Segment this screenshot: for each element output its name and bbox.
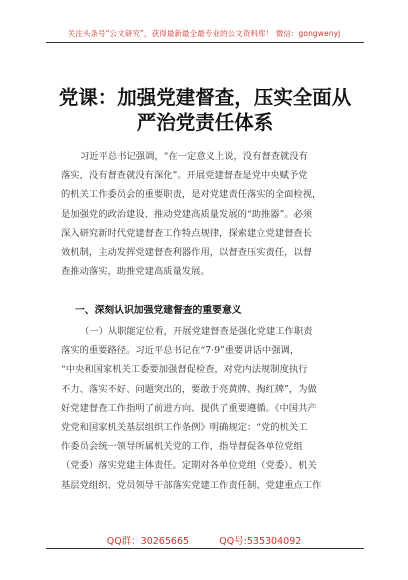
paragraph-line: 的机关工作委员会的重要职责，是对党建责任落实的全面检视， <box>61 189 322 201</box>
footer-divider <box>46 548 364 549</box>
paragraph-line: （党委）落实党建主体责任。定期对各单位党组（党委）、机关 <box>61 460 317 472</box>
paragraph-line: 查推动落实，助推党建高质量发展。 <box>61 266 210 278</box>
paragraph-line: 基层党组织、党员领导干部落实党建工作责任制、党建重点工作 <box>61 479 322 491</box>
title-line-1: 党课：加强党建督查，压实全面从 <box>58 86 352 109</box>
footer-contact: QQ群：30265665 QQ号:535304092 <box>106 536 302 547</box>
paragraph-line: “中央和国家机关工委要加强督促检查，对党内法规制度执行 <box>61 364 308 376</box>
title-line-2: 严治党责任体系 <box>136 111 274 134</box>
paragraph-line: 习近平总书记强调，“在一定意义上说，没有督查就没有 <box>80 151 308 162</box>
paragraph-line: 党党和国家机关基层组织工作条例》明确规定：“党的机关工 <box>61 421 308 433</box>
paragraph-line: 落实的重要路径。习近平总书记在“7·9”重要讲话中强调， <box>61 345 300 357</box>
paragraph-line: 落实，没有督查就没有深化”。开展党建督查是党中央赋予党 <box>61 170 308 182</box>
section-heading: 一、深刻认识加强党建督查的重要意义 <box>75 305 242 316</box>
paragraph-line: 深入研究新时代党建督查工作特点规律，探索建立党建督查长 <box>61 227 313 239</box>
header-banner: 关注头条号“公文研究”，获得最新最全最专业的公文资料库！ 微信：gongwenyj <box>67 29 341 38</box>
paragraph-intro <box>61 147 359 281</box>
paragraph-line: 效机制，主动发挥党建督查利器作用，以督查压实责任，以督 <box>61 246 313 258</box>
paragraph-line: 是加强党的政治建设、推动党建高质量发展的“助推器”。必须 <box>61 208 313 220</box>
paragraph-line: （一）从职能定位看，开展党建督查是强化党建工作职责 <box>80 326 313 337</box>
document-title <box>30 85 380 135</box>
paragraph-section-1 <box>61 322 359 495</box>
header-divider <box>46 42 364 43</box>
paragraph-line: 好党建督查工作指明了前进方向、提供了重要遵循。《中国共产 <box>61 402 317 414</box>
paragraph-line: 作委员会统一领导所属机关党的工作，指导督促各单位党组 <box>61 441 303 453</box>
paragraph-line: 不力、落实不好、问题突出的，要敢于亮黄牌、掏红牌”，为做 <box>61 383 317 395</box>
